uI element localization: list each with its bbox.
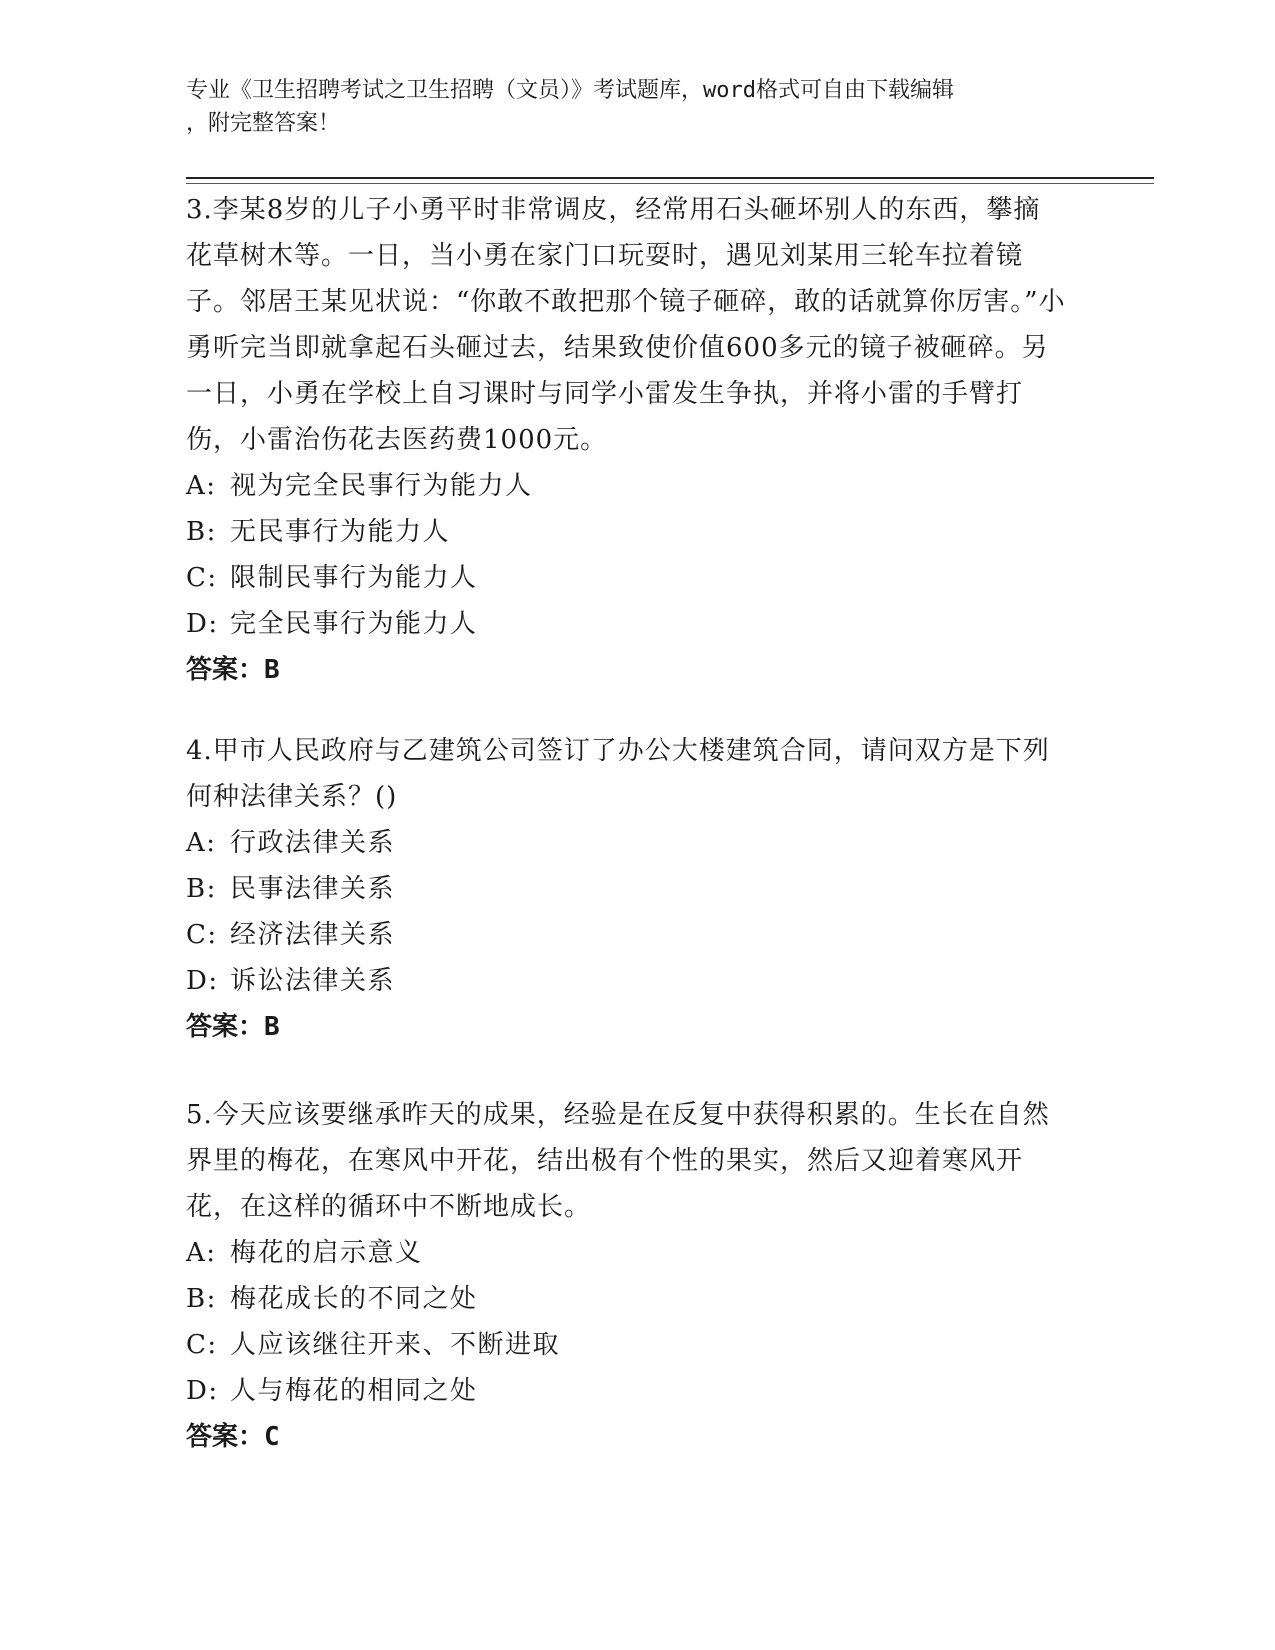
question-stem: 3.李某8岁的儿子小勇平时非常调皮，经常用石头砸坏别人的东西，攀摘花草树木等。一日，当小勇在家门口玩耍时，遇见刘某用三轮车拉着镜子。邻居王某见状说：“你敢不敢把那个镜子砸碎，敢的话就算你厉害。”小勇听完当即就拿起石头砸过去，结果致使价值600多元的镜子被砸碎。另一日，小勇在学校上自习课时与同学小雷发生争执，并将小雷的手臂打伤，小雷治伤花去医药费1000元。 — [186, 195, 1066, 455]
option-text: 人与梅花的相同之处 — [230, 1376, 478, 1406]
option-key: B: — [186, 517, 217, 547]
header-rule-thin — [186, 183, 1154, 184]
option-text: 视为完全民事行为能力人 — [230, 471, 533, 501]
document-header — [186, 74, 1066, 140]
option-text: 人应该继往开来、不断进取 — [230, 1330, 561, 1360]
option-a — [186, 463, 1066, 509]
option-text: 诉讼法律关系 — [230, 966, 396, 996]
option-text: 梅花成长的不同之处 — [230, 1284, 478, 1314]
question-3 — [186, 187, 1066, 693]
question-5 — [186, 1092, 1066, 1460]
question-stem: 5.今天应该要继承昨天的成果，经验是在反复中获得积累的。生长在自然界里的梅花，在寒风中开花，结出极有个性的果实，然后又迎着寒风开花，在这样的循环中不断地成长。 — [186, 1100, 1050, 1222]
option-key: D: — [186, 966, 219, 996]
answer: 答案：B — [186, 1012, 280, 1042]
header-title-line-1: 专业《卫生招聘考试之卫生招聘（文员）》考试题库，word格式可自由下载编辑 — [186, 78, 954, 103]
option-key: B: — [186, 1284, 217, 1314]
option-key: D: — [186, 609, 219, 639]
header-rule-thick — [186, 177, 1154, 179]
option-c — [186, 912, 1066, 958]
option-a — [186, 1230, 1066, 1276]
option-b — [186, 1276, 1066, 1322]
option-text: 经济法律关系 — [230, 920, 396, 950]
question-4 — [186, 728, 1066, 1050]
option-key: A: — [186, 471, 217, 501]
option-b — [186, 866, 1066, 912]
option-d — [186, 958, 1066, 1004]
option-c — [186, 1322, 1066, 1368]
header-title-line-2: ，附完整答案！ — [186, 111, 341, 136]
option-key: A: — [186, 1238, 217, 1268]
option-d — [186, 601, 1066, 647]
question-stem: 4.甲市人民政府与乙建筑公司签订了办公大楼建筑合同，请问双方是下列何种法律关系？() — [186, 736, 1050, 812]
option-text: 无民事行为能力人 — [230, 517, 451, 547]
option-key: C: — [186, 1330, 218, 1360]
option-key: A: — [186, 828, 217, 858]
option-text: 民事法律关系 — [230, 874, 396, 904]
option-text: 完全民事行为能力人 — [230, 609, 478, 639]
option-key: D: — [186, 1376, 219, 1406]
answer: 答案：C — [186, 1422, 280, 1452]
option-text: 梅花的启示意义 — [230, 1238, 423, 1268]
option-d — [186, 1368, 1066, 1414]
option-key: C: — [186, 920, 218, 950]
option-c — [186, 555, 1066, 601]
option-text: 限制民事行为能力人 — [230, 563, 478, 593]
answer: 答案：B — [186, 655, 280, 685]
option-key: C: — [186, 563, 218, 593]
option-a — [186, 820, 1066, 866]
option-key: B: — [186, 874, 217, 904]
option-text: 行政法律关系 — [230, 828, 396, 858]
option-b — [186, 509, 1066, 555]
